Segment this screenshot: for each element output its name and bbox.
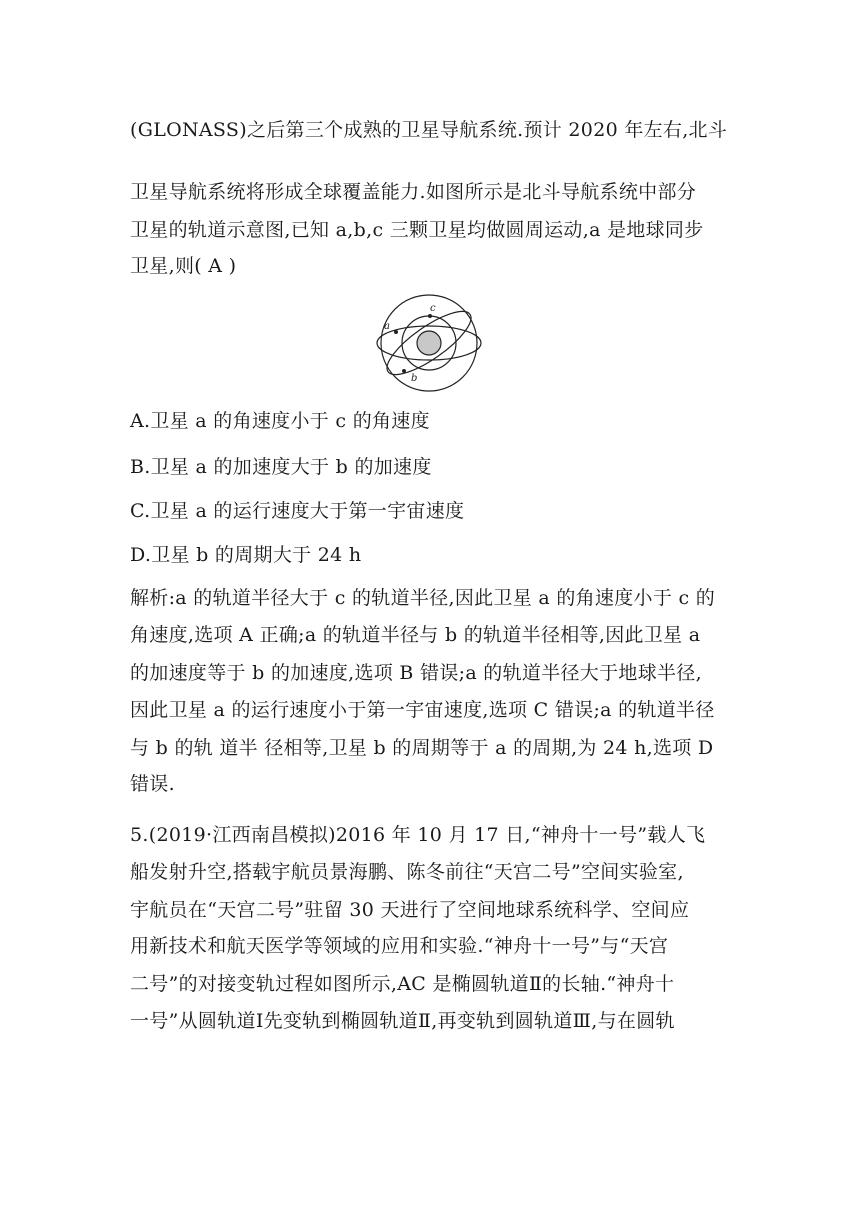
earth [417, 331, 441, 355]
option-c: C.卫星 a 的运行速度大于第一宇宙速度 [130, 500, 465, 522]
option-a: A.卫星 a 的角速度小于 c 的角速度 [130, 410, 430, 432]
satellite-orbit-figure [374, 293, 484, 395]
analysis-line: 角速度,选项 A 正确;a 的轨道半径与 b 的轨道半径相等,因此卫星 a [130, 624, 701, 646]
analysis-line: 的加速度等于 b 的加速度,选项 B 错误;a 的轨道半径大于地球半径, [130, 662, 702, 684]
text-line: 卫星导航系统将形成全球覆盖能力.如图所示是北斗导航系统中部分 [130, 181, 697, 203]
analysis-line: 错误. [130, 773, 175, 795]
question-5-line: 二号”的对接变轨过程如图所示,AC 是椭圆轨道Ⅱ的长轴.“神舟十 [130, 973, 675, 995]
option-b: B.卫星 a 的加速度大于 b 的加速度 [130, 456, 432, 478]
satellite-a-dot [394, 330, 398, 334]
label-b: b [411, 373, 418, 384]
satellite-b-dot [402, 369, 406, 373]
question-5-line: 用新技术和航天医学等领域的应用和实验.“神舟十一号”与“天宫 [130, 935, 669, 957]
question-stem-end: 卫星,则( A ) [130, 255, 237, 277]
label-c: c [430, 303, 436, 314]
satellite-c-dot [428, 314, 432, 318]
text-line: (GLONASS)之后第三个成熟的卫星导航系统.预计 2020 年左右,北斗 [130, 119, 728, 141]
label-a: a [384, 321, 390, 332]
orbit-diagram [374, 293, 484, 395]
analysis-line: 与 b 的轨 道半 径相等,卫星 b 的周期等于 a 的周期,为 24 h,选项 D [130, 737, 714, 759]
text-line: 卫星的轨道示意图,已知 a,b,c 三颗卫星均做圆周运动,a 是地球同步 [130, 219, 704, 241]
analysis-line: 解析:a 的轨道半径大于 c 的轨道半径,因此卫星 a 的角速度小于 c 的 [130, 587, 716, 609]
question-5-line: 5.(2019·江西南昌模拟)2016 年 10 月 17 日,“神舟十一号”载人飞 [130, 824, 706, 846]
option-d: D.卫星 b 的周期大于 24 h [130, 544, 362, 566]
analysis-line: 因此卫星 a 的运行速度小于第一宇宙速度,选项 C 错误;a 的轨道半径 [130, 699, 715, 721]
question-5-line: 一号”从圆轨道Ⅰ先变轨到椭圆轨道Ⅱ,再变轨到圆轨道Ⅲ,与在圆轨 [130, 1010, 675, 1032]
question-5-line: 船发射升空,搭载宇航员景海鹏、陈冬前往“天宫二号”空间实验室, [130, 861, 684, 883]
question-5-line: 宇航员在“天宫二号”驻留 30 天进行了空间地球系统科学、空间应 [130, 899, 690, 921]
